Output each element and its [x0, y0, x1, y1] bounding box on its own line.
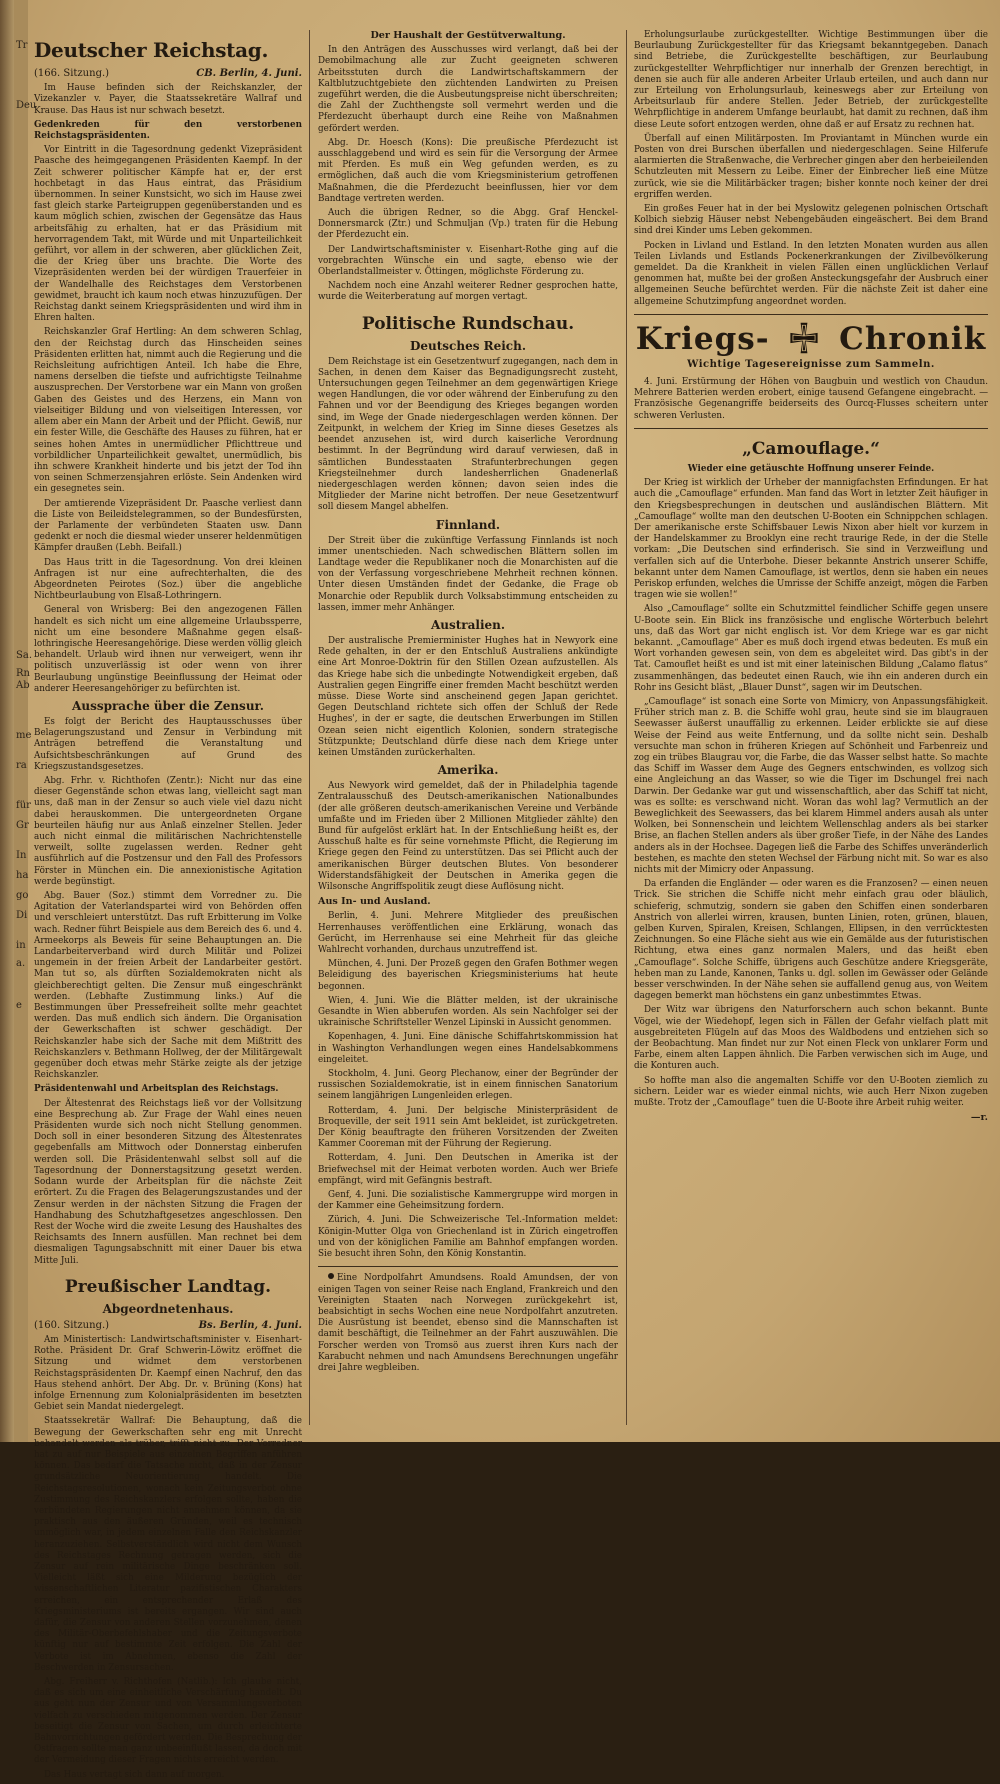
place-date: CB. Berlin, 4. Juni.	[196, 68, 302, 79]
place-date: Bs. Berlin, 4. Juni.	[198, 1319, 302, 1331]
divider	[634, 314, 988, 315]
paragraph: Der Streit über die zukünftige Verfassung Finnlands ist noch immer unentschieden. Nach schwedischen Blättern sollen im Landtage weder die Republikaner noch die Monarchisten auf die von der Verfassung vorgeschriebene Mehrheit rechnen können. Unter diesen Umständen findet der Gedanke, die Frage ob Monarchie oder Republik durch Volksabstimmung entscheiden zu lassen, immer mehr Anhänger.	[318, 535, 618, 613]
news-item: Berlin, 4. Juni. Mehrere Mitglieder des preußischen Herrenhauses veröffentlichen eine Erklärung, wonach das Gerücht, im Herrenhause sei eine Mehrheit für das gleiche Wahlrecht vorhanden, durchaus unzutreffend ist.	[318, 911, 618, 956]
section-title-camouflage: „Camouflage.“	[742, 438, 880, 459]
paragraph: Auch die übrigen Redner, so die Abgg. Graf Henckel-Donnersmarck (Ztr.) und Schmuljan (Vp.) traten für die Hebung der Pferdezucht ein.	[318, 208, 618, 241]
paragraph: Der australische Premierminister Hughes hat in Newyork eine Rede gehalten, in der er den Entschluß Australiens ankündigte eine Art Monroe-Doktrin für den Stillen Ozean aufzustellen. Als das Kriege habe sich die unbedingte Notwendigkeit ergeben, daß Australien gegen Eingriffe einer fremden Macht beschützt werden müsse. Diese Worte sind anscheinend gegen Japan gerichtet. Gegen Deutschland richtete sich offen der Schluß der Rede Hughes', in der er sagte, die deutschen Erwerbungen im Stillen Ozean seien nicht eigentlich Kolonien, sondern strategische Stützpunkte; Deutschland dürfe diese nach dem Kriege unter keinen Umständen zurückerhalten.	[318, 635, 618, 758]
news-item: Kopenhagen, 4. Juni. Eine dänische Schiffahrtskommission hat in Washington Verhandlungen wegen eines Handelsabkommens eingeleitet.	[318, 1032, 618, 1065]
paragraph: Nachdem noch eine Anzahl weiterer Redner gesprochen hatte, wurde die Weiterberatung auf morgen vertagt.	[318, 281, 618, 303]
subhead-zensur: Aussprache über die Zensur.	[72, 698, 264, 713]
paragraph: Ein großes Feuer hat in der bei Myslowitz gelegenen polnischen Ortschaft Kolbich siebzig Häuser nebst Nebengebäuden eingeäschert. Bei dem Brand sind drei Kinder ums Leben gekommen.	[634, 204, 988, 237]
author-signature: —r.	[970, 1112, 988, 1124]
gutter-fragment: Ab	[16, 680, 30, 691]
adjacent-page-strip	[14, 0, 28, 1442]
bullet-icon	[328, 1273, 334, 1279]
column-rule	[626, 30, 627, 1425]
paragraph: Im Hause befinden sich der Reichskanzler, der Vizekanzler v. Payer, die Staatssekretäre Wallraf und Krause. Das Haus ist nur schwach besetzt.	[34, 83, 302, 116]
gutter-fragment: Gr	[16, 820, 29, 831]
gutter-fragment: me	[16, 730, 32, 741]
gutter-fragment: go	[16, 890, 29, 901]
paragraph: Dem Reichstage ist ein Gesetzentwurf zugegangen, nach dem in Sachen, in denen dem Kaiser das Begnadigungsrecht zusteht, Untersuchungen gegen Teilnehmer an dem gegenwärtigen Kriege wegen Handlungen, die vor oder während der Einberufung zu den Fahnen und vor der Beendigung des Krieges begangen worden sind, im Wege der Gnade niedergeschlagen werden können. Der Zeitpunkt, in welchem der Krieg im Sinne dieses Gesetzes als beendet anzusehen ist, wird durch kaiserliche Verordnung bestimmt. In der Begründung wird darauf verwiesen, daß in sämtlichen Bundesstaaten Strafunterbrechungen gegen Kriegsteilnehmer durch landesherrlichen Gnadenerlaß niedergeschlagen werden können; davon seien indes die Mitglieder der Marine nicht betroffen. Der neue Gesetzentwurf soll diesem Mangel abhelfen.	[318, 356, 618, 513]
paragraph: Vor Eintritt in die Tagesordnung gedenkt Vizepräsident Paasche des heimgegangenen Präsidenten Kaempf. In der Zeit schwerer politischer Kämpfe hat er, der erst hochbetagt in das Haus eintrat, das Präsidium übernommen. In seiner Kunstsicht, wo sich im Hause zwei fast gleich starke Parteigruppen gegenüberstanden und es kaum möglich schien, zwischen der Gegensätze das Haus arbeitsfähig zu erhalten, hat er das Präsidium mit hervorragendem Takt, mit Würde und mit Unparteilichkeit geführt, vor allem in der schweren, aber glücklichen Zeit, die der Krieg über uns brachte. Die Worte des Vizepräsidenten werden bei der würdigen Trauerfeier in der Wandelhalle des Reichstages dem Verstorbenen gewidmet, braucht ich kaum noch etwas hinzuzufügen. Der Reichstag dankt seinem Kriegspräsidenten und wird ihm in Ehren halten.	[34, 145, 302, 324]
column-reichstag	[34, 30, 302, 1784]
paragraph: Am Ministertisch: Landwirtschaftsminister v. Eisenhart-Rothe. Präsident Dr. Graf Schwerin-Löwitz eröffnet die Sitzung und widmet dem verstorbenen Reichstagspräsidenten Dr. Kaempf einen Nachruf, den das Haus stehend anhört. Der Abg. Dr. v. Brüning (Kons) hat infolge Ernennung zum Kolonialpräsidenten im besetzten Gebiet sein Mandat niedergelegt.	[34, 1334, 302, 1413]
camouflage-subtitle: Wieder eine getäuschte Hoffnung unserer Feinde.	[687, 463, 935, 474]
subhead-amerika: Amerika.	[437, 763, 499, 778]
paragraph: Der Witz war übrigens den Naturforschern auch schon bekannt. Bunte Vögel, wie der Wiedehopf, legen sich in Fällen der Gefahr vielfach platt mit ausgebreiteten Flügeln auf das Moos des Waldbodens und entziehen sich so der Beobachtung. Man findet nur zur Not einen Fleck von unklarer Form und Farbe, einem alten Lappen ähnlich. Die Farben verwischen sich im Auge, und die Konturen auch.	[634, 1005, 988, 1072]
paragraph: Der Landwirtschaftsminister v. Eisenhart-Rothe ging auf die vorgebrachten Wünsche ein und sagte, ebenso wie der Oberlandstallmeister v. Öttingen, möglichste Förderung zu.	[318, 244, 618, 278]
gutter-fragment: e	[16, 1000, 22, 1011]
subhead: Gedenkreden für den verstorbenen Reichstagspräsidenten.	[34, 119, 302, 142]
news-item: Stockholm, 4. Juni. Georg Plechanow, einer der Begründer der russischen Sozialdemokratie, ist in einem finnischen Sanatorium seinem langjährigen Lungenleiden erlegen.	[318, 1069, 618, 1102]
subhead-abgeordnetenhaus: Abgeordnetenhaus.	[102, 1301, 234, 1316]
paragraph: Der amtierende Vizepräsident Dr. Paasche verliest dann die Liste von Beileidstelegrammen, so der Bundesfürsten, der Parlamente der verbündeten Staaten usw. Dann gedenkt er noch die diesmal wieder unserer heldenmütigen Kämpfer draußen (Lebh. Beifall.)	[34, 498, 302, 554]
masthead-left: Kriegs-	[635, 320, 770, 357]
subhead-gestuetverwaltung: Der Haushalt der Gestütverwaltung.	[370, 30, 566, 41]
paragraph: Staatssekretär Wallraf: Die Behauptung, daß die Bewegung der Gewerkschaften sehr eng mit Unrecht behandelt werden als trüber, trifft nicht zu. Der Vorredner hat zu auf nur Beispiele aus einzelnen Begriffen anführen können. Das bedarf die Tatsache nicht, daß in der Zensur grundsätzliche Neuorientierung handelt. Die Reichstagsresolutionen, wonach kein Zeitungsverbot ohne Zustimmung des Reichskanzlers erfolgen sollte, haben die verbündeten Regierungen nicht annehmen können, da sie praktisch aus den äußeren Gründen, weil es technisch unmöglich war, in jedem einzelnen Falle den Reichskanzler heranzuziehen. Selbstverständlich wird nicht dem Wunsch des Reichstages Rechnung getragen werden, sich die Zensur auf rein militärische Dinge beschränken soll. Vielleicht läßt sich eine Milderung bezüglich der wissenschaftlichen Literatur pazifistischen Charakters erreichen, ein entsprechender Erlaß des Kriegsministeriums ist bereits ergangen. Wir sind auch dafür, die Zensur von anderen Stellen vorzunehmen, denen des Militär-Oberbefehlshaber und die Zeitungsverbote künftig nur auf bestimmte Zeit erfolgen. Die Zahl der Verbote ist im Abnehmen, ebenso die Zahl der Beschwerden in Zensursachen.	[34, 1416, 302, 1673]
paragraph: Der Krieg ist wirklich der Urheber der mannigfachsten Erfindungen. Er hat auch die „Camouflage“ erfunden. Man fand das Wort in letzter Zeit häufiger in den Kriegsbesprechungen in deutschen und ausländischen Blättern. Mit „Camouflage“ wollte man den deutschen U-Booten ein Schnippchen schlagen. Der amerikanische erste Schiffsbauer Lewis Nixon aber hielt vor kurzem in der Handelskammer zu Brooklyn eine recht traurige Rede, in der die Stelle vorkam: „Die Deutschen sind erfinderisch. Sie sind in Verzweiflung und verfallen sich auf die Unterbohe. Dieser bekannte Anstrich unserer Schiffe, bekannt unter dem Namen Camouflage, ist wertlos, denn sie haben ein neues Periskop erfunden, welches die Umrisse der Schiffe anzeigt, mögen die Farben tragen wie sie wollen!“	[634, 478, 988, 601]
column-chronik	[634, 30, 988, 1124]
gutter-fragment: Rn	[16, 668, 30, 679]
column-rundschau	[318, 30, 618, 1377]
gutter-fragment: ha	[16, 870, 29, 881]
paragraph: General von Wrisberg: Bei den angezogenen Fällen handelt es sich nicht um eine allgemeine Urlaubssperre, nicht um eine besondere Maßnahme gegen elsaß-lothringische Heeresangehörige. Diese werden völlig gleich behandelt. Urlaub wird ihnen nur verweigert, wenn ihr politisch unzuverlässig ist oder wenn von ihrer Beurlaubung ungünstige Beeinflussung der Heimat oder anderer Heeresangehöriger zu befürchten ist.	[34, 605, 302, 694]
section-title-landtag: Preußischer Landtag.	[64, 1276, 272, 1297]
paragraph: „Camouflage“ ist sonach eine Sorte von Mimicry, von Anpassungsfähigkeit. Früher strich man z. B. die Schiffe wohl grau, heute sind sie im blaugrauen Seewasser äußerst unauffällig zu erkennen. Leider erblickte sie auf diese Weise der Feind aus weite Entfernung, und da sollte nicht sein. Deshalb versuchte man schon in früheren Kriegen auf Schönheit und Farbenreiz und zog ein trübes Blaugrau vor, die Farbe, die das Wasser selbst hatte. So machte das Schiff im Wasser dem Auge des Gegners entschwinden, es vollzog sich eine Angleichung an das Wasser, so wie die Tiger im Dschungel frei nach Darwin. Der Gedanke war gut und wissenschaftlich, aber das Schiff tat nicht, was es sollte: es verschwand nicht. Woran das wohl lag? Vermutlich an der Beweglichkeit des Seewassers, das bei klarem Himmel anders ausah als unter Wolken, bei Sonnenschein und leichtem Wellenschlag anders als bei starker Brise, an flachen Stellen anders als über großer Tiefe, in der Nähe des Landes anders als in der Hochsee. Dagegen ließ die Farbe des Schiffes unveränderlich bestehen, es machte den steten Wechsel der Färbung nicht mit. So war es also nichts mit der Mimicry oder Anpassung.	[634, 696, 988, 875]
dateline	[34, 1320, 302, 1332]
paragraph: Reichskanzler Graf Hertling: An dem schweren Schlag, den der Reichstag durch das Hinscheiden seines Präsidenten erlitten hat, nimmt auch die Regierung und die Reichsleitung aufrichtigen Anteil. Ich habe die Ehre, namens derselben die tiefste und aufrichtigste Teilnahme auszusprechen. Der Verstorbene war ein Mann von großen Gaben des Geistes und des Herzens, ein Mann von vielseitiger Bildung und von vielseitigen Interessen, vor allem aber ein Mann der Arbeit und der Pflicht. Gewiß, nur ein fester Wille, die Geschäfte des Hauses zu führen, hat er seines hohen Amtes in unermüdlicher Pflichttreue und vorbildlicher Unparteilichkeit gewaltet, unermüdlich, bis ihn schwere Krankheit hinderte und bis jetzt der Tod ihn von seinen Schmerzensjahren erlöste. Sein Andenken wird ein gesegnetes sein.	[34, 327, 302, 495]
divider	[318, 1266, 618, 1267]
paragraph: Abg. Bauer (Soz.) stimmt dem Vorredner zu. Die Agitation der Vaterlandspartei wird von Behörden offen und verschleiert unterstützt. Das ruft Erbitterung im Volke wach. Redner führt Beispiele aus dem Bereich des 6. und 4. Armeekorps als Beweis für seine Behauptungen an. Die Landarbeiterverband wird durch Militär und Polizei ungemein in der freien Arbeit der Landarbeiter gestört. Man tut so, als dürften Sozialdemokraten nicht als gleichberechtigt gelten. Die Zensur muß eingeschränkt werden. (Lebhafte Zustimmung links.) Auf die Bestimmungen über Pressefreiheit sollte mehr geachtet werden. Das muß endlich sich ändern. Die Organisation der Gewerkschaften ist schwer geschädigt. Der Reichskanzler habe sich der Sache mit dem Mißtritt des Reichskanzlers v. Bethmann Hollweg, der der Militärgewalt gegenüber doch etwas mehr Stärke zeigte als der jetzige Reichskanzler.	[34, 891, 302, 1081]
paragraph: Also „Camouflage“ sollte ein Schutzmittel feindlicher Schiffe gegen unsere U-Boote sein. Ein Blick ins französische und englische Wörterbuch belehrt uns, daß das Wort gar nicht englisch ist. Vor dem Kriege war es gar nicht bekannt. „Camouflage“ Aber es muß doch irgend etwas bedeuten. Es muß ein Wort vorhanden gewesen sein, von dem es abgeleitet wird. Das gibt's in der Tat. Camouflet heißt es und ist mit einer lateinischen Bildung „Calamo flatus“ zusammenhängen, das bedeutet einen Rauch, wie ihn ein anderen durch ein Rohr ins Gesicht bläst, „Blauer Dunst“, sagen wir im Deutschen.	[634, 604, 988, 693]
paragraph: Das Haus vertagt sich dann auf morgen.	[44, 1769, 225, 1780]
paragraph: Das Haus tritt in die Tagesordnung. Von drei kleinen Anfragen ist nur eine aufrechterhalten, die des Abgeordneten Peirotes (Soz.) über die angebliche Nichtbeurlaubung von Elsaß-Lothringern.	[34, 557, 302, 602]
gutter-fragment: in	[16, 940, 26, 951]
section-title-reichstag: Deutscher Reichstag.	[34, 38, 269, 62]
gutter-fragment: Tr	[16, 40, 28, 51]
gutter-fragment: Deu	[16, 100, 37, 111]
paragraph: Da erfanden die Engländer — oder waren es die Franzosen? — einen neuen Trick. Sie strichen die Schiffe nicht mehr einfach grau oder bläulich, schieferig, schmutzig, sondern sie gaben den Schiffen einen sonderbaren Anstrich von allerlei wirren, krausen, bunten Linien, roten, grünen, blauen, gelben Kurven, Spiralen, Kreisen, Schlangen, Ellipsen, in den verrücktesten Zeichnungen. So eine Fläche sieht aus wie ein Gemälde aus der futuristischen Richtung, etwa eines ganz normalen Malers, und das heißt eben „Camouflage“. Solche Schiffe, übrigens auch Geschütze andere Kriegsgeräte, heben man zu Lande, Kanonen, Tanks u. dgl. sollen im Gewässer oder Gelände besser verschwinden. In der Nähe sehen sie auffallend genug aus, von Weitem dagegen bemerkt man höchstens ein ganz unbestimmtes Etwas.	[634, 879, 988, 1002]
news-item: München, 4. Juni. Der Prozeß gegen den Grafen Bothmer wegen Beleidigung des bayerischen Kriegsministeriums hat heute begonnen.	[318, 959, 618, 992]
paragraph: Aus Newyork wird gemeldet, daß der in Philadelphia tagende Zentralausschuß des Deutsch-amerikanischen Nationalbundes (der alle größeren deutsch-amerikanischen Vereine und Verbände umfaßte und im Frieden über 2 Millionen Mitglieder zählte) den Bund für aufgelöst erklärt hat. In der Entschließung heißt es, der Ausschuß halte es für seine vornehmste Pflicht, die Regierung im Kriege gegen den Feind zu unterstützen. Das sei Pflicht auch der amerikanischen Bürger deutschen Blutes. Von besonderer Widerstandsfähigkeit der Deutschen in Amerika gegen die Wilsonsche Angriffspolitik zeugt diese Auflösung nicht.	[318, 781, 618, 892]
dateline	[34, 68, 302, 80]
subhead-praesidentenwahl: Präsidentenwahl und Arbeitsplan des Reichstags.	[34, 1084, 279, 1095]
paragraph: Abg. Frhr. v. Richthofen (Zentr.): Nicht nur das eine dieser Gegenstände schon etwas lang, vielleicht sagt man uns, daß man in der Zensur so auch viele viel dazu nicht dabei herauskommen. Die untergeordneten Organe beurteilen häufig nur aus Anlaß einzelner Stellen. Jeder auch nicht einmal die militärischen Nachrichtenstelle verweilt, sollte zugelassen werden. Redner geht ausführlich auf die Postzensur und den Fall des Professors Förster in München ein. Die annexionistische Agitation werde begünstigt.	[34, 775, 302, 887]
paragraph: In den Anträgen des Ausschusses wird verlangt, daß bei der Demobilmachung alle zur Zucht geeigneten schweren Arbeitsstuten durch die Landwirtschaftskammern der Kaltblutzuchtgebiete den züchtenden Landwirten zu Preisen zugeführt werden, die die Ausbeutungspreise nicht überschreiten; die Zahl der Zuchthengste soll vermehrt werden und die Pferdezucht überhaupt durch eine Reihe von Maßnahmen gefördert werden.	[318, 45, 618, 134]
paragraph: Abg. Freiherr v. Richthofen (Natlib.): Ich glaube nicht, daß es sich um eine einheitliche Verschärfung handelt. Du aus geht nun der Zensur und von Versammlungsverboten vielfach zu verschieden mitgenommen werden. Der Zensur beseitigt die Zensur von Sachen, um durch erleichterte Bahnvorrichtungen gefördert werden. Die Besprechung der Ostfragen sollte man ganz unbeeinflußt lassen, da doch mit der Vermeidung dieser Fragen nichts erreicht werden.	[34, 1677, 302, 1766]
paragraph: Erholungsurlaube zurückgestellter. Wichtige Bestimmungen über die Beurlaubung Zurückgestellter für das Kriegsamt bekanntgegeben. Danach sind Betriebe, die Zurückgestellte beschäftigen, zur Beurlaubung zurückgestellter Wehrpflichtiger nur innerhalb der Grenzen berechtigt, in denen sie auch für alle anderen Arbeiter Urlaub erteilen, und auch dann nur zur Erteilung von Erholungsurlaub, keineswegs aber zur Erteilung von Arbeitsurlaub für andere Stellen. Jeder Betrieb, der zurückgestellte Wehrpflichtige in anderem Umfange beurlaubt, hat damit zu rechnen, daß ihm diese Leute sofort entzogen werden, ohne daß er auf Ersatz zu rechnen hat.	[634, 30, 988, 130]
paragraph-nordpolfahrt	[318, 1273, 618, 1374]
iron-cross-icon	[787, 321, 821, 355]
news-item: Wien, 4. Juni. Wie die Blätter melden, ist der ukrainische Gesandte in Wien abberufen worden. Als sein Nachfolger sei der ukrainische Schriftsteller Wenzel Lipinski in Aussicht genommen.	[318, 995, 618, 1029]
gutter-fragment: Sa.	[16, 650, 32, 661]
session-number: (166. Sitzung.)	[34, 68, 110, 79]
subhead-finnland: Finnland.	[435, 517, 501, 532]
news-item: Genf, 4. Juni. Die sozialistische Kammergruppe wird morgen in der Kammer eine Geheimsitzung fordern.	[318, 1190, 618, 1212]
gutter-fragment: Di	[16, 910, 28, 921]
chronik-subtitle: Wichtige Tagesereignisse zum Sammeln.	[687, 358, 935, 370]
gutter-fragment: a.	[16, 958, 26, 969]
subhead-in-und-ausland: Aus In- und Ausland.	[318, 896, 431, 908]
masthead-right: Chronik	[839, 320, 987, 357]
paragraph: So hoffte man also die angemalten Schiffe vor den U-Booten ziemlich zu sichern. Leider war es wieder einmal nichts, wie auch Herr Nixon zugeben mußte. Trotz der „Camouflage“ tuen die U-Boote ihre Arbeit ruhig weiter.	[634, 1075, 988, 1109]
paragraph: Der Ältestenrat des Reichstags ließ vor der Vollsitzung eine Besprechung ab. Zur Frage der Wahl eines neuen Präsidenten wurde sich noch nicht Stellung genommen. Doch soll in einer besonderen Sitzung des Ältestenrates gegebenfalls am Mittwoch oder Donnerstag einberufen werden soll. Die Präsidentenwahl selbst soll auf die Tagesordnung der Donnerstagsitzung gesetzt werden. Sodann wurde der Arbeitsplan für die nächste Zeit erörtert. Zu die Fragen des Belagerungszustandes und der Zensur werden in der nächsten Sitzung die Fragen der Handhabung des Schutzhaftgesetzes angeschlossen. Den Rest der Woche wird die zweite Lesung des Haushaltes des Reichsamts des Innern ausfüllen. Man rechnet bei dem diesmaligen Tagungsabschnitt mit einer Dauer bis etwa Mitte Juli.	[34, 1098, 302, 1266]
paragraph: Pocken in Livland und Estland. In den letzten Monaten wurden aus allen Teilen Livlands und Estlands Pockenerkrankungen der Zivilbevölkerung gemeldet. Da die Krankheit in vielen Fällen einen unglücklichen Verlauf genommen hat, mußte bei der großen Ansteckungsgefahr der Ausbruch einer allgemeinen Seuche befürchtet werden. Für die nächste Zeit ist daher eine allgemeine Schutzimpfung angeordnet worden.	[634, 240, 988, 307]
gutter-fragment: In	[16, 850, 27, 861]
gutter-fragment: für	[16, 800, 31, 811]
chronik-entry: 4. Juni. Erstürmung der Höhen von Baugbuin und westlich von Chaudun. Mehrere Batterien werden erobert, einige tausend Gefangene eingebracht. — Französische Gegenangriffe beiderseits des Ourcq-Flusses scheitern unter schweren Verlusten.	[634, 377, 988, 421]
subhead-deutsches-reich: Deutsches Reich.	[409, 338, 527, 353]
divider	[634, 428, 988, 429]
paragraph: Es folgt der Bericht des Hauptausschusses über Belagerungszustand und Zensur in Verbindung mit Anträgen betreffend die Veranstaltung und Aufsichtsbeschränkungen auf Grund des Kriegszustandsgesetzes.	[34, 716, 302, 772]
news-item: Rotterdam, 4. Juni. Der belgische Ministerpräsident de Broqueville, der seit 1911 sein Amt bekleidet, ist zurückgetreten. Der König beauftragte den früheren Vorsitzenden der Zweiten Kammer Cooreman mit der Führung der Regierung.	[318, 1105, 618, 1150]
gutter-fragment: ra	[16, 760, 27, 771]
subhead-australien: Australien.	[430, 617, 506, 632]
kriegs-chronik-masthead	[634, 321, 988, 357]
column-rule	[309, 30, 310, 1425]
section-title-rundschau: Politische Rundschau.	[361, 313, 575, 334]
paragraph: Abg. Dr. Hoesch (Kons): Die preußische Pferdezucht ist ausschlaggebend und wird es sein für die Versorgung der Armee mit Pferden. Es muß ein Weg gefunden werden, es zu ermöglichen, daß auch die vom Kriegsministerium getroffenen Maßnahmen, die die Pferdezucht beeinflussen, hier vor dem Bandtage vertreten werden.	[318, 137, 618, 204]
nordpolfahrt-text: Eine Nordpolfahrt Amundsens. Roald Amundsen, der von einigen Tagen von seiner Reise nach England, Frankreich und den Vereinigten Staaten nach Norwegen zurückgekehrt ist, beabsichtigt in sechs Wochen eine neue Nordpolfahrt anzutreten. Die Ausrüstung ist beendet, ebenso sind die Mannschaften ist damit beschäftigt, die Teilnehmer an der Fahrt auszuwählen. Die Forscher werden von Tromsö aus zuerst ihren Kurs nach der Karabucht nehmen und nach Amundsens Berechnungen ungefähr drei Jahre wegbleiben.	[318, 1273, 618, 1373]
binding-edge	[0, 0, 14, 1442]
news-item: Rotterdam, 4. Juni. Den Deutschen in Amerika ist der Briefwechsel mit der Heimat verboten worden. Auch wer Briefe empfängt, wird mit Gefängnis bestraft.	[318, 1153, 618, 1186]
session-number: (160. Sitzung.)	[34, 1319, 110, 1331]
news-item: Zürich, 4. Juni. Die Schweizerische Tel.-Information meldet: Königin-Mutter Olga von Griechenland ist in Zürich eingetroffen und von der königlichen Familie am Bahnhof empfangen worden. Sie besucht ihren Sohn, den König Konstantin.	[318, 1215, 618, 1260]
paragraph: Überfall auf einen Militärposten. Im Proviantamt in München wurde ein Posten von drei Burschen überfallen und niedergeschlagen. Seine Hilferufe alarmierten die Straßenwache, die Verbrecher gingen aber den herbeieilenden Schutzleuten mit Messern zu Leibe. Einer der Einbrecher ließ eine Mütze zurück, wie sie die Militärbäcker tragen; bisher konnte noch keiner der drei ergriffen werden.	[634, 133, 988, 200]
